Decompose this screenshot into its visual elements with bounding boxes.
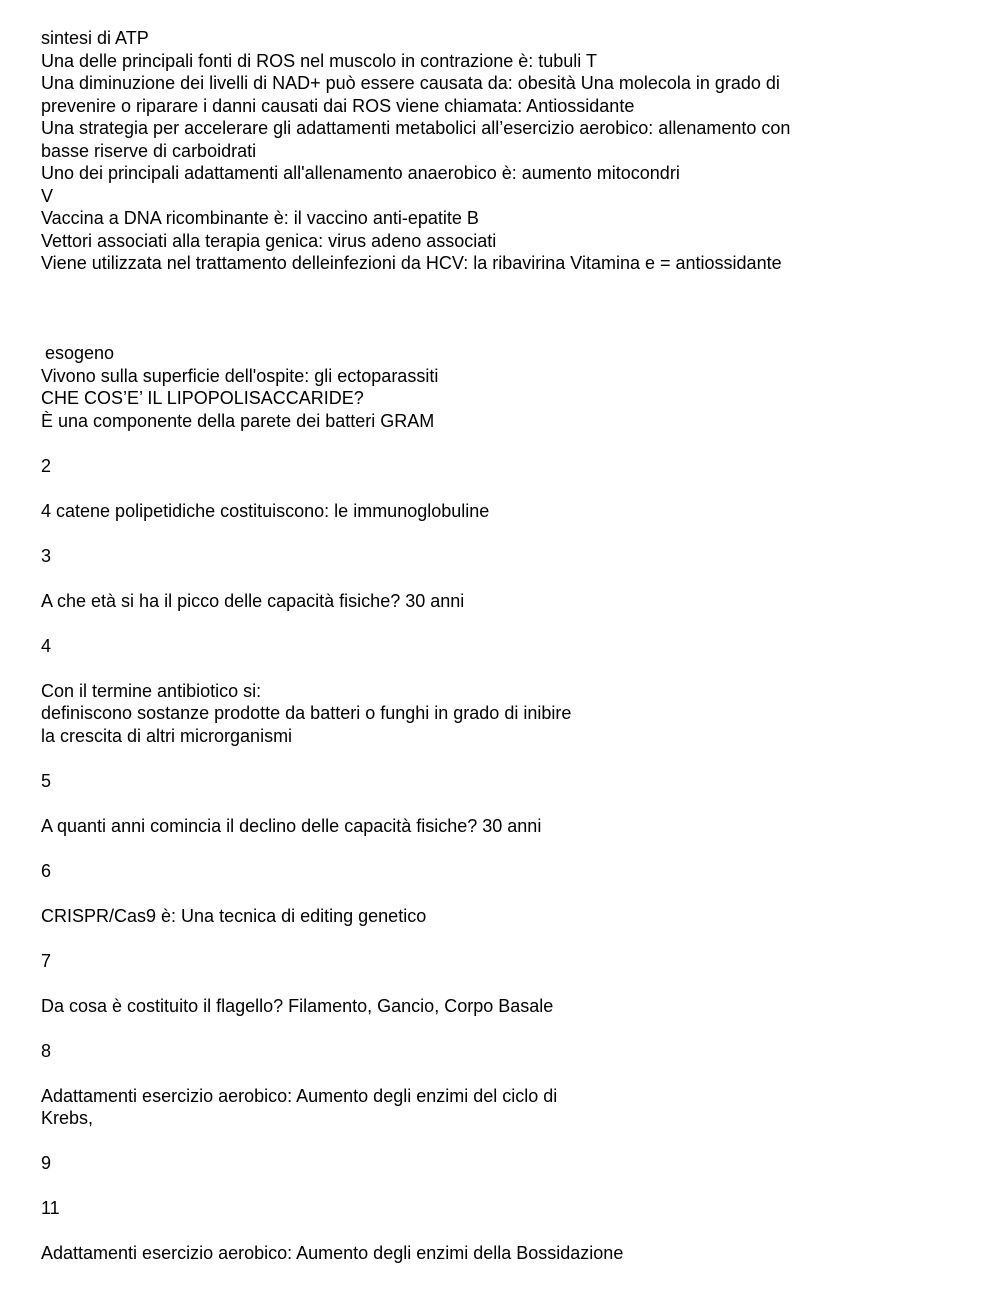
question-text: Adattamenti esercizio aerobico: Aumento degli enzimi della Bossidazione bbox=[41, 1243, 624, 1263]
question-number: 7 bbox=[41, 950, 52, 971]
question-number: 8 bbox=[41, 1040, 52, 1061]
question-text: Con il termine antibiotico si: bbox=[41, 680, 262, 701]
question-text: Adattamenti esercizio aerobico: Aumento degli enzimi del ciclo di bbox=[41, 1085, 558, 1106]
document-page bbox=[41, 27, 941, 1265]
question-number: 4 bbox=[41, 635, 52, 656]
text-line: esogeno bbox=[45, 343, 115, 363]
question-heading: CHE COS’E’ IL LIPOPOLISACCARIDE? bbox=[41, 388, 364, 408]
question-text: CRISPR/Cas9 è: Una tecnica di editing genetico bbox=[41, 905, 427, 926]
question-text: A quanti anni comincia il declino delle capacità fisiche? 30 anni bbox=[41, 815, 542, 836]
text-line: Vaccina a DNA ricombinante è: il vaccino anti-epatite B bbox=[41, 208, 479, 228]
question-text: Krebs, bbox=[41, 1108, 94, 1128]
page-break-space bbox=[41, 275, 941, 343]
question-text: A che età si ha il picco delle capacità fisiche? 30 anni bbox=[41, 590, 465, 611]
question-text: 4 catene polipetidiche costituiscono: le immunoglobuline bbox=[41, 500, 490, 521]
text-line: Uno dei principali adattamenti all'allenamento anaerobico è: aumento mitocondri bbox=[41, 163, 680, 183]
question-number: 2 bbox=[41, 455, 52, 476]
question-text: la crescita di altri microrganismi bbox=[41, 725, 293, 746]
question-number: 5 bbox=[41, 770, 52, 791]
text-line: basse riserve di carboidrati bbox=[41, 140, 257, 161]
text-line: prevenire o riparare i danni causati dai ROS viene chiamata: Antiossidante bbox=[41, 95, 635, 116]
question-number: 9 bbox=[41, 1153, 52, 1173]
question-number: 6 bbox=[41, 860, 52, 881]
text-line: Una strategia per accelerare gli adattamenti metabolici all’esercizio aerobico: allenamento con bbox=[41, 118, 791, 138]
question-number: 3 bbox=[41, 545, 52, 566]
answer-line: È una componente della parete dei batteri GRAM bbox=[41, 410, 435, 431]
text-line: Una delle principali fonti di ROS nel muscolo in contrazione è: tubuli T bbox=[41, 50, 597, 71]
text-line: Vettori associati alla terapia genica: virus adeno associati bbox=[41, 230, 497, 251]
question-text: Da cosa è costituito il flagello? Filamento, Gancio, Corpo Basale bbox=[41, 995, 554, 1016]
section-letter: V bbox=[41, 185, 54, 206]
question-number: 11 bbox=[41, 1198, 60, 1218]
text-line: Una diminuzione dei livelli di NAD+ può essere causata da: obesità Una molecola in grado di bbox=[41, 73, 780, 93]
text-line: sintesi di ATP bbox=[41, 28, 149, 48]
question-text: definiscono sostanze prodotte da batteri o funghi in grado di inibire bbox=[41, 703, 572, 723]
text-line: Viene utilizzata nel trattamento delleinfezioni da HCV: la ribavirina Vitamina e = antiossidante bbox=[41, 253, 782, 273]
text-line: Vivono sulla superficie dell'ospite: gli ectoparassiti bbox=[41, 365, 439, 386]
